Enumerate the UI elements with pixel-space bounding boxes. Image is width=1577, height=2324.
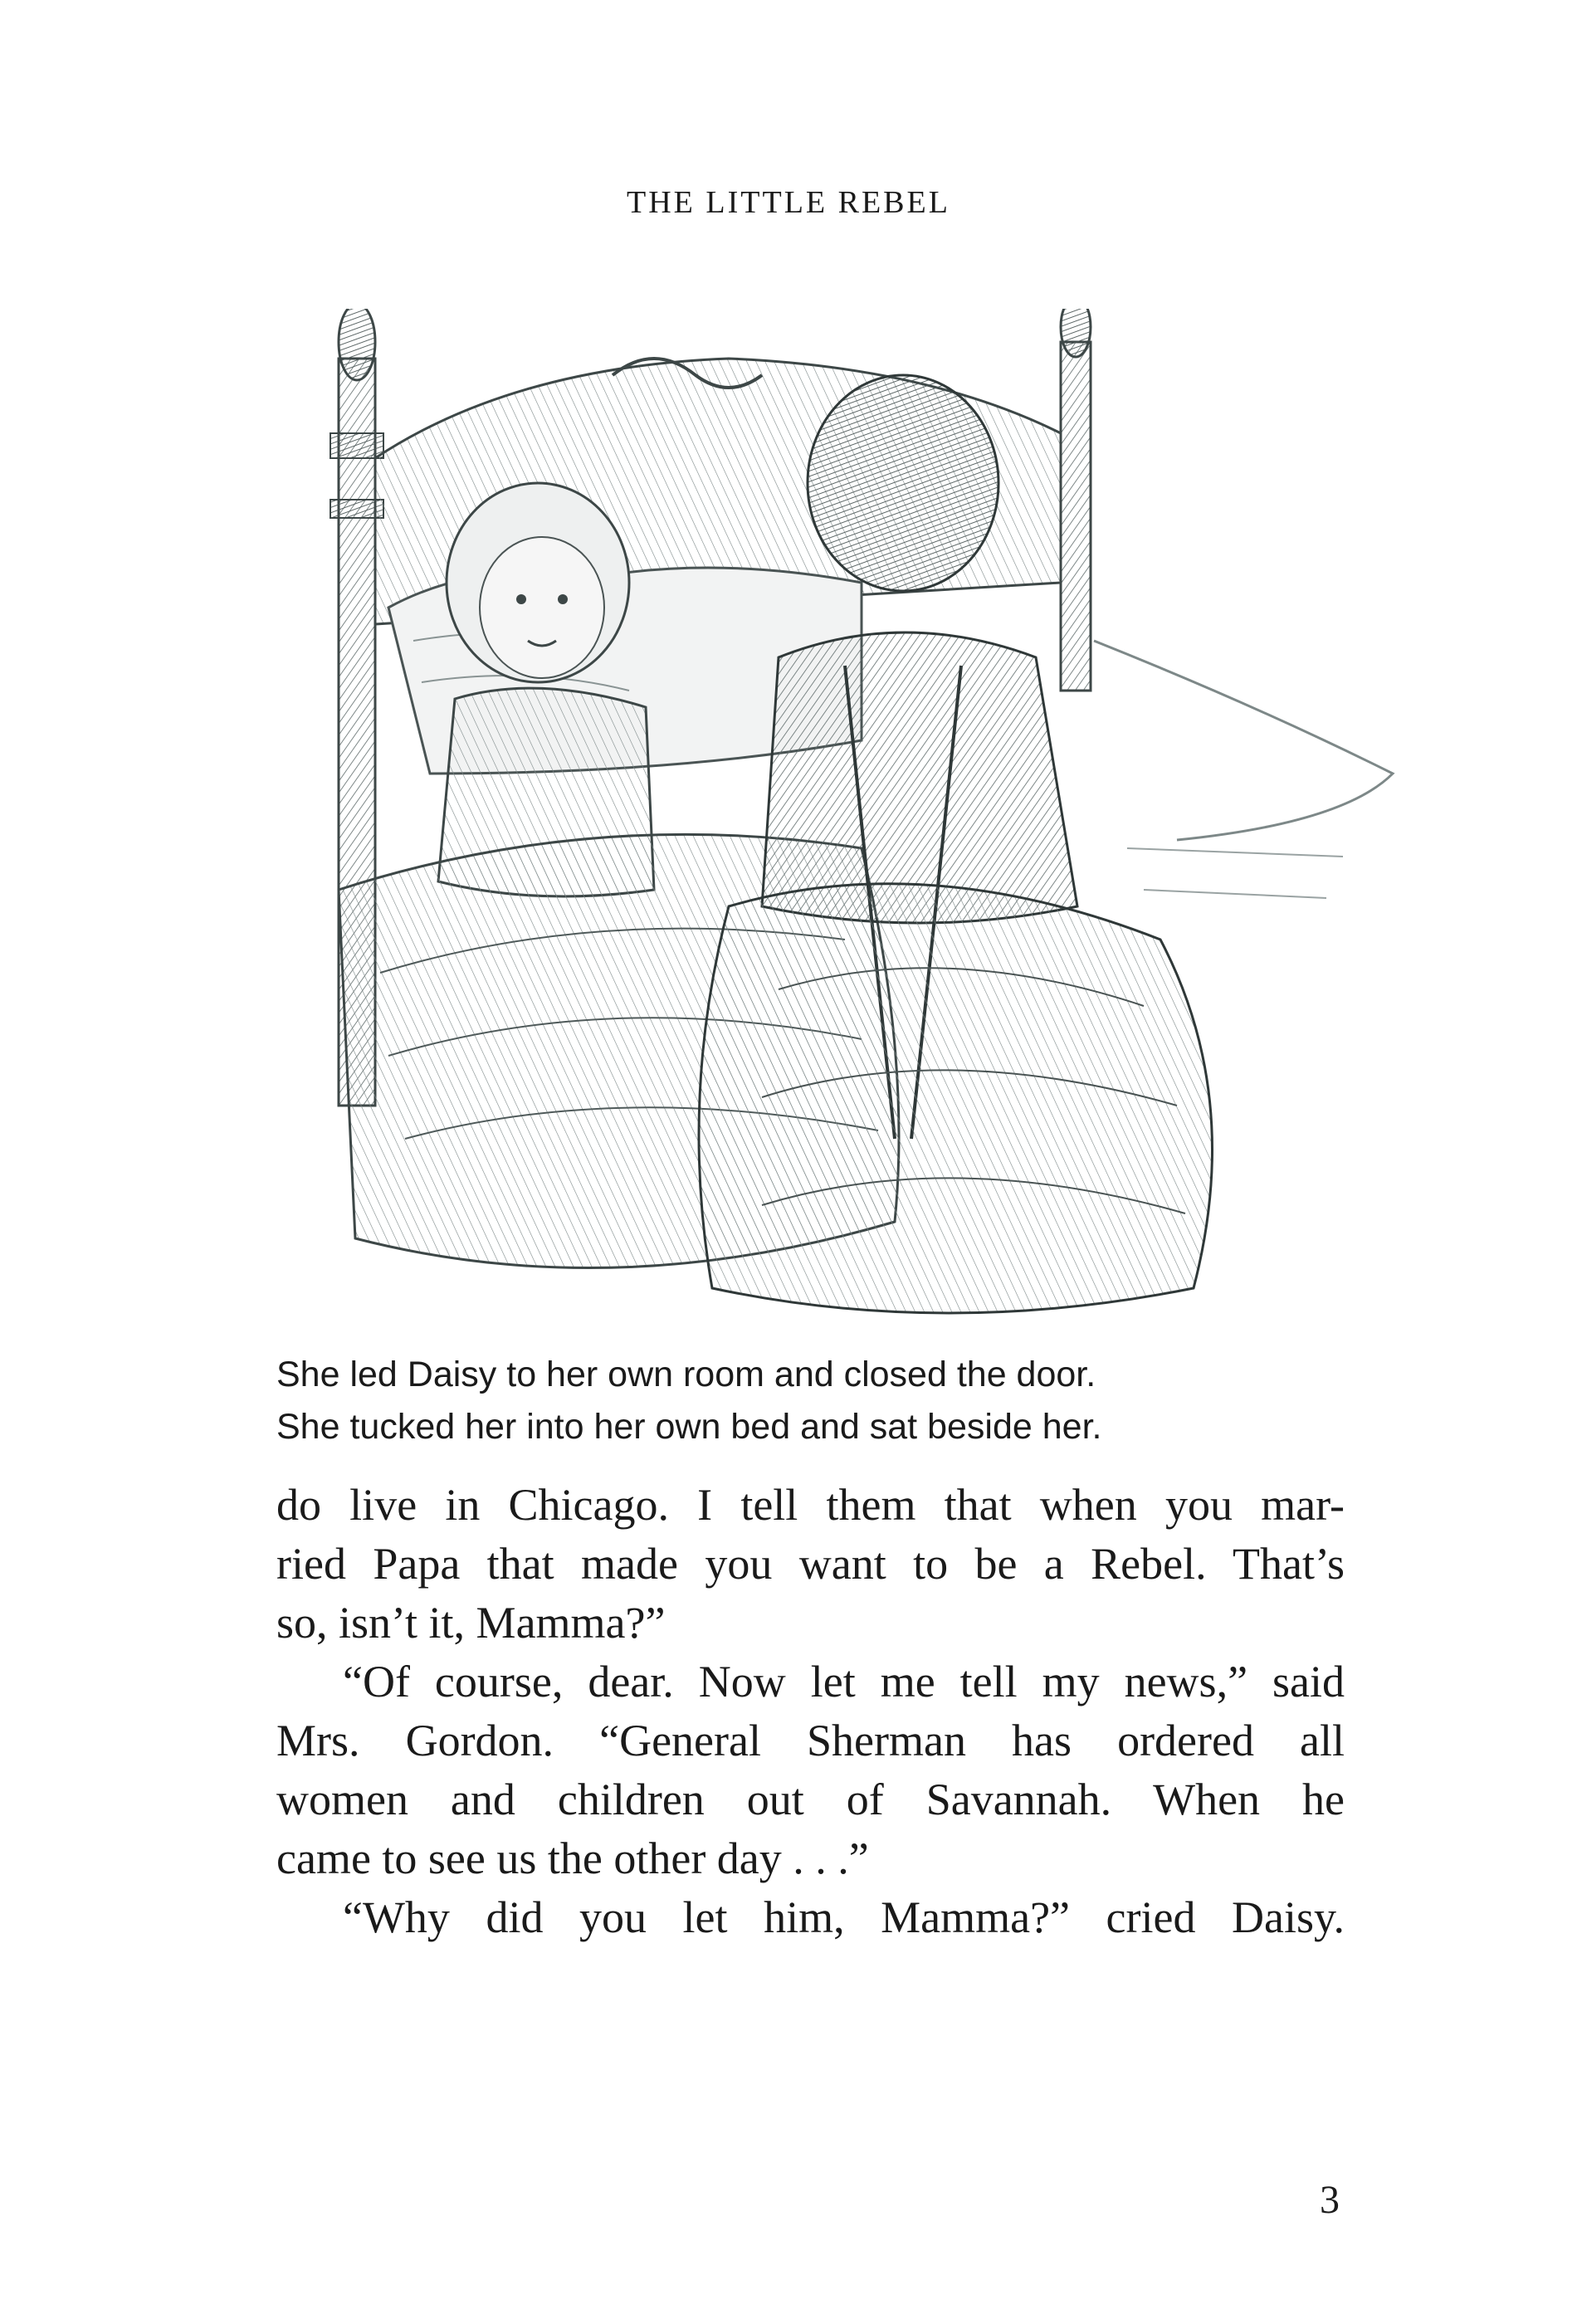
text-line: do live in Chicago. I tell them that when you mar- <box>276 1480 1345 1530</box>
text-line: women and children out of Savannah. When he <box>276 1775 1345 1824</box>
bedpost-right <box>1061 309 1091 691</box>
caption-line: She led Daisy to her own room and closed the door. <box>276 1355 1096 1394</box>
page-number: 3 <box>1320 2178 1340 2222</box>
illustration-caption <box>276 1349 1355 1453</box>
running-head: THE LITTLE REBEL <box>627 185 950 220</box>
text-line: Mrs. Gordon. “General Sherman has ordered all <box>276 1716 1345 1765</box>
body-text <box>276 1476 1345 1947</box>
text-line: came to see us the other day . . .” <box>276 1833 869 1883</box>
text-line: “Of course, dear. Now let me tell my news,” said <box>343 1657 1345 1706</box>
illustration-girl-in-bed-with-mother <box>264 309 1403 1350</box>
text-line: ried Papa that made you want to be a Rebel. That’s <box>276 1539 1345 1589</box>
text-line: so, isn’t it, Mamma?” <box>276 1598 666 1648</box>
text-line: “Why did you let him, Mamma?” cried Daisy. <box>343 1892 1345 1942</box>
caption-line: She tucked her into her own bed and sat beside her. <box>276 1407 1102 1447</box>
